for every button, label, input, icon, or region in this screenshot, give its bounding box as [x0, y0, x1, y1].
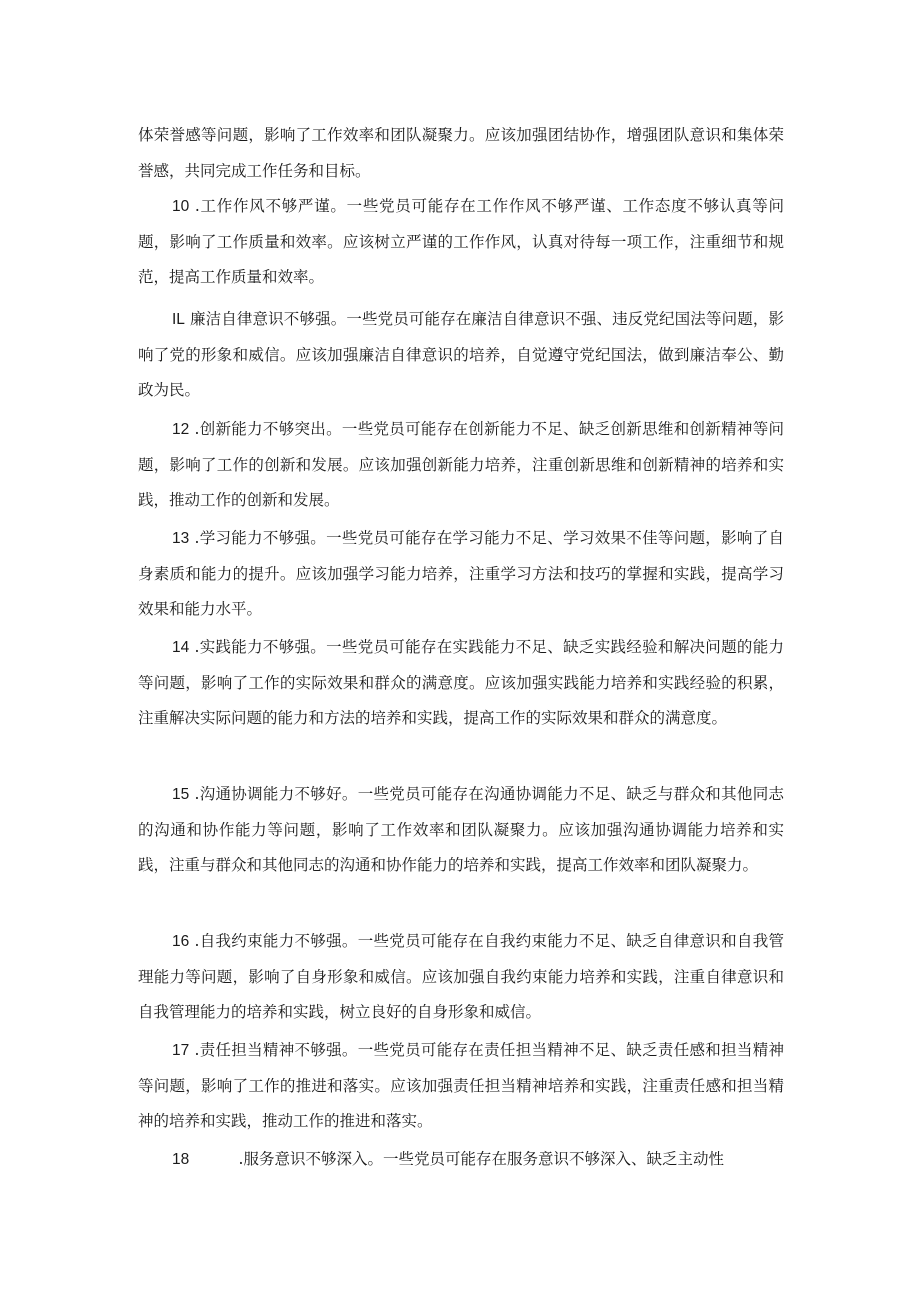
- paragraph-text: .学习能力不够强。一些党员可能存在学习能力不足、学习效果不佳等问题，影响了自身素质和能力的提升。应该加强学习能力培养，注重学习方法和技巧的掌握和实践，提高学习效果和能力水平。: [138, 529, 784, 618]
- item-number: 16: [172, 933, 190, 950]
- paragraph-text: .工作作风不够严谨。一些党员可能存在工作作风不够严谨、工作态度不够认真等问题，影响了工作质量和效率。应该树立严谨的工作作风，认真对待每一项工作，注重细节和规范，提高工作质量和效率。: [138, 197, 784, 286]
- paragraph-item-10: [138, 189, 784, 296]
- paragraph-item-17: [138, 1033, 784, 1140]
- paragraph-item-16: [138, 924, 784, 1031]
- paragraph-text: .创新能力不够突出。一些党员可能存在创新能力不足、缺乏创新思维和创新精神等问题，影响了工作的创新和发展。应该加强创新能力培养，注重创新思维和创新精神的培养和实践，推动工作的创新和发展。: [138, 420, 784, 509]
- item-number: 10: [172, 198, 190, 215]
- item-number: 14: [172, 639, 190, 656]
- item-number: 18: [172, 1151, 190, 1168]
- paragraph-item-18: [138, 1142, 784, 1178]
- item-number: 15: [172, 786, 190, 803]
- item-number: 17: [172, 1042, 190, 1059]
- paragraph-item-11: [138, 302, 784, 409]
- paragraph-item-12: [138, 412, 784, 519]
- paragraph-item-13: [138, 521, 784, 628]
- item-number: 13: [172, 530, 190, 547]
- paragraph-text: 廉洁自律意识不够强。一些党员可能存在廉洁自律意识不强、违反党纪国法等问题，影响了党的形象和威信。应该加强廉洁自律意识的培养，自觉遵守党纪国法，做到廉洁奉公、勤政为民。: [138, 310, 784, 399]
- paragraph-text: .沟通协调能力不够好。一些党员可能存在沟通协调能力不足、缺乏与群众和其他同志的沟通和协作能力等问题，影响了工作效率和团队凝聚力。应该加强沟通协调能力培养和实践，注重与群众和其他同志的沟通和协作能力的培养和实践，提高工作效率和团队凝聚力。: [138, 785, 784, 874]
- paragraph-text: .自我约束能力不够强。一些党员可能存在自我约束能力不足、缺乏自律意识和自我管理能力等问题，影响了自身形象和威信。应该加强自我约束能力培养和实践，注重自律意识和自我管理能力的培养和实践，树立良好的自身形象和威信。: [138, 932, 784, 1021]
- paragraph-text: 体荣誉感等问题，影响了工作效率和团队凝聚力。应该加强团结协作，增强团队意识和集体荣誉感，共同完成工作任务和目标。: [138, 126, 784, 180]
- paragraph-text: .服务意识不够深入。一些党员可能存在服务意识不够深入、缺乏主动性: [238, 1150, 724, 1168]
- item-number: IL: [172, 311, 185, 328]
- paragraph-item-15: [138, 777, 784, 884]
- paragraph-item-14: [138, 630, 784, 737]
- item-number: 12: [172, 421, 190, 438]
- paragraph-text: .责任担当精神不够强。一些党员可能存在责任担当精神不足、缺乏责任感和担当精神等问题，影响了工作的推进和落实。应该加强责任担当精神培养和实践，注重责任感和担当精神的培养和实践，推动工作的推进和落实。: [138, 1041, 784, 1130]
- paragraph-continuation: [138, 118, 784, 189]
- paragraph-text: .实践能力不够强。一些党员可能存在实践能力不足、缺乏实践经验和解决问题的能力等问题，影响了工作的实际效果和群众的满意度。应该加强实践能力培养和实践经验的积累，注重解决实际问题的能力和方法的培养和实践，提高工作的实际效果和群众的满意度。: [138, 638, 784, 727]
